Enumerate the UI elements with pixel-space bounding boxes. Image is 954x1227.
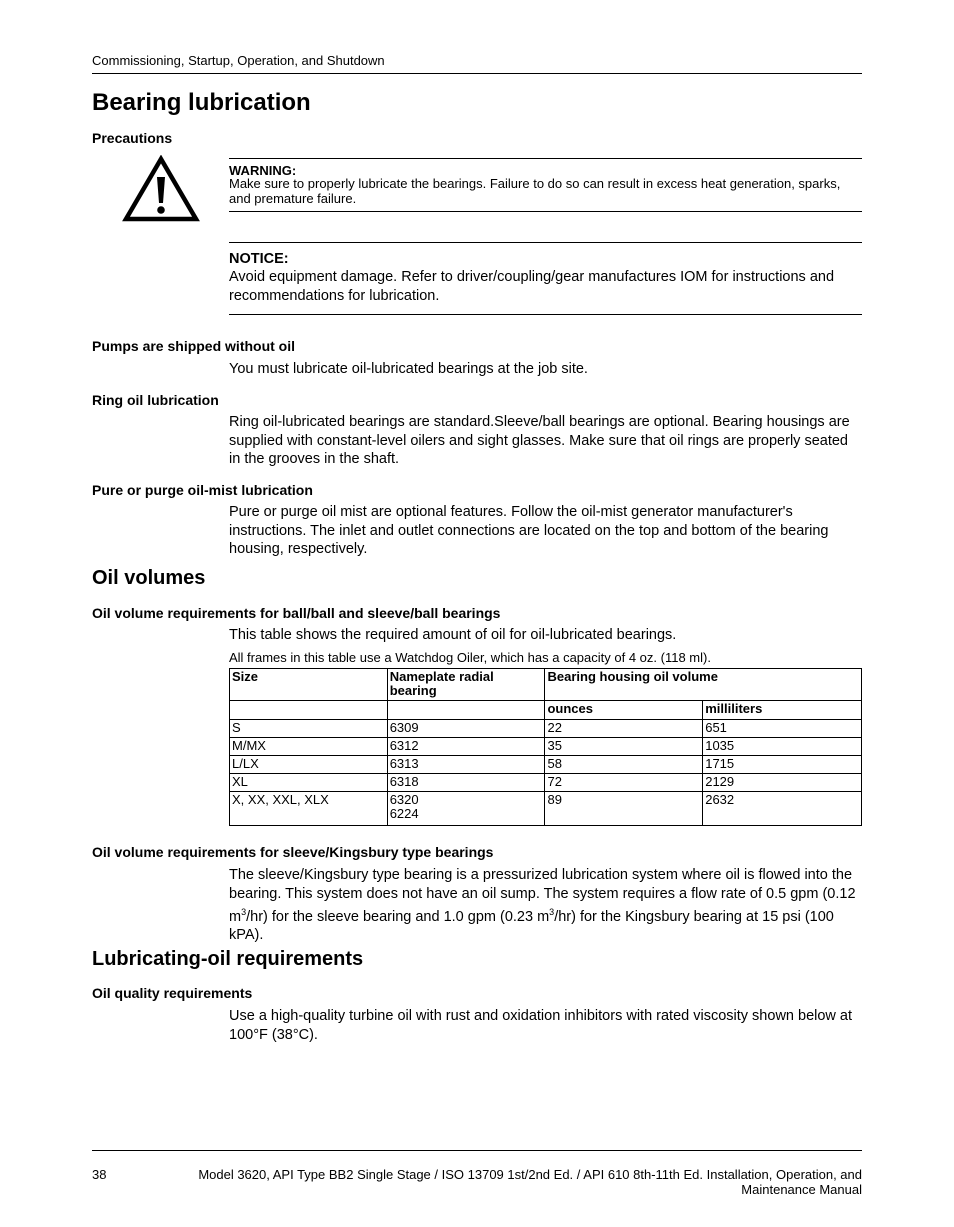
shipped-text: You must lubricate oil-lubricated bearings at the job site. bbox=[229, 361, 588, 377]
bearing-cell bbox=[387, 792, 545, 826]
sleeve-text-part-2: /hr) for the sleeve bearing and 1.0 gpm (0.23 m bbox=[246, 908, 550, 925]
table-row bbox=[230, 756, 862, 774]
ounces-cell: 35 bbox=[545, 738, 703, 756]
col-bearing-header: Nameplate radial bearing bbox=[387, 669, 545, 701]
sleeve-bearing-text bbox=[229, 866, 862, 945]
warning-bottom-rule bbox=[229, 211, 862, 212]
warning-label: WARNING: bbox=[229, 163, 297, 178]
footer-divider bbox=[92, 1150, 862, 1151]
ml-cell: 1035 bbox=[703, 738, 862, 756]
sleeve-text-part-1: The sleeve/Kingsbury type bearing is a pressurized lubrication system where oil is flowed into the bearing. This system does not have an oil sump. The system requires a flow rate of 0.5 gpm (0.12 m bbox=[229, 867, 856, 925]
section-title-oil-volumes: Oil volumes bbox=[92, 567, 206, 589]
notice-text: Avoid equipment damage. Refer to driver/coupling/gear manufactures IOM for instructions and recommendations for lubrication. bbox=[229, 269, 835, 304]
ml-cell: 1715 bbox=[703, 756, 862, 774]
ml-cell: 2632 bbox=[703, 792, 862, 826]
table-row bbox=[230, 738, 862, 756]
table-subheader-row bbox=[230, 701, 862, 720]
notice-bottom-rule bbox=[229, 314, 862, 315]
oil-quality-heading: Oil quality requirements bbox=[92, 985, 253, 1001]
manual-title: Model 3620, API Type BB2 Single Stage / ISO 13709 1st/2nd Ed. / API 610 8th-11th Ed. Installation, Operation, and Maintenance Manual bbox=[198, 1167, 862, 1197]
table-row bbox=[230, 720, 862, 738]
header-divider bbox=[92, 73, 862, 74]
ball-bearing-text: This table shows the required amount of oil for oil-lubricated bearings. bbox=[229, 627, 677, 643]
size-cell: M/MX bbox=[230, 738, 388, 756]
ounces-cell: 72 bbox=[545, 774, 703, 792]
sleeve-text-part-3: /hr) for the Kingsbury bearing at 15 psi (100 kPA). bbox=[229, 908, 834, 944]
notice-label: NOTICE: bbox=[229, 251, 289, 267]
oil-mist-text: Pure or purge oil mist are optional features. Follow the oil-mist generator manufacturer's instructions. The inlet and outlet connections are located on the top and bottom of the bearing housing, respectively. bbox=[229, 504, 829, 557]
ml-cell: 651 bbox=[703, 720, 862, 738]
col-volume-header: Bearing housing oil volume bbox=[545, 669, 862, 701]
section-title-bearing-lubrication: Bearing lubrication bbox=[92, 89, 311, 116]
col-size-header: Size bbox=[230, 669, 388, 701]
col-ounces-header: ounces bbox=[545, 701, 703, 720]
ounces-cell: 58 bbox=[545, 756, 703, 774]
col-ml-header: milliliters bbox=[703, 701, 862, 720]
bearing-cell: 6313 bbox=[387, 756, 545, 774]
running-header: Commissioning, Startup, Operation, and Shutdown bbox=[92, 53, 385, 68]
bearing-value-1: 6320 bbox=[389, 792, 419, 807]
bearing-cell: 6318 bbox=[387, 774, 545, 792]
empty-cell bbox=[230, 701, 388, 720]
warning-top-rule bbox=[229, 158, 862, 159]
notice-top-rule bbox=[229, 242, 862, 243]
superscript-3: 3 bbox=[241, 907, 247, 917]
warning-triangle-icon bbox=[122, 155, 200, 223]
precautions-heading: Precautions bbox=[92, 130, 173, 146]
warning-text: Make sure to properly lubricate the bearings. Failure to do so can result in excess heat generation, sparks, and premature failure. bbox=[229, 176, 841, 206]
superscript-3: 3 bbox=[549, 907, 555, 917]
oil-quality-text: Use a high-quality turbine oil with rust and oxidation inhibitors with rated viscosity shown below at 100°F (38°C). bbox=[229, 1008, 853, 1043]
page-number: 38 bbox=[92, 1167, 107, 1182]
size-cell: X, XX, XXL, XLX bbox=[230, 792, 388, 826]
bearing-cell: 6312 bbox=[387, 738, 545, 756]
section-title-lubricating-oil: Lubricating-oil requirements bbox=[92, 948, 364, 970]
table-row bbox=[230, 774, 862, 792]
size-cell: L/LX bbox=[230, 756, 388, 774]
oil-mist-heading: Pure or purge oil-mist lubrication bbox=[92, 482, 313, 498]
oil-volume-table bbox=[229, 668, 862, 826]
ounces-cell: 89 bbox=[545, 792, 703, 826]
table-note: All frames in this table use a Watchdog Oiler, which has a capacity of 4 oz. (118 ml). bbox=[229, 650, 711, 665]
size-cell: XL bbox=[230, 774, 388, 792]
shipped-heading: Pumps are shipped without oil bbox=[92, 338, 296, 354]
empty-cell bbox=[387, 701, 545, 720]
size-cell: S bbox=[230, 720, 388, 738]
table-row bbox=[230, 792, 862, 826]
ball-bearing-heading: Oil volume requirements for ball/ball and sleeve/ball bearings bbox=[92, 605, 501, 621]
ounces-cell: 22 bbox=[545, 720, 703, 738]
sleeve-bearing-heading: Oil volume requirements for sleeve/Kingsbury type bearings bbox=[92, 844, 494, 860]
table-header-row bbox=[230, 669, 862, 701]
bearing-cell: 6309 bbox=[387, 720, 545, 738]
bearing-value-2: 6224 bbox=[389, 806, 419, 821]
ml-cell: 2129 bbox=[703, 774, 862, 792]
ring-oil-text: Ring oil-lubricated bearings are standard.Sleeve/ball bearings are optional. Bearing housings are supplied with constant-level oilers and sight glasses. Make sure that oil rings are properly seated in the grooves in the shaft. bbox=[229, 414, 850, 467]
ring-oil-heading: Ring oil lubrication bbox=[92, 392, 219, 408]
